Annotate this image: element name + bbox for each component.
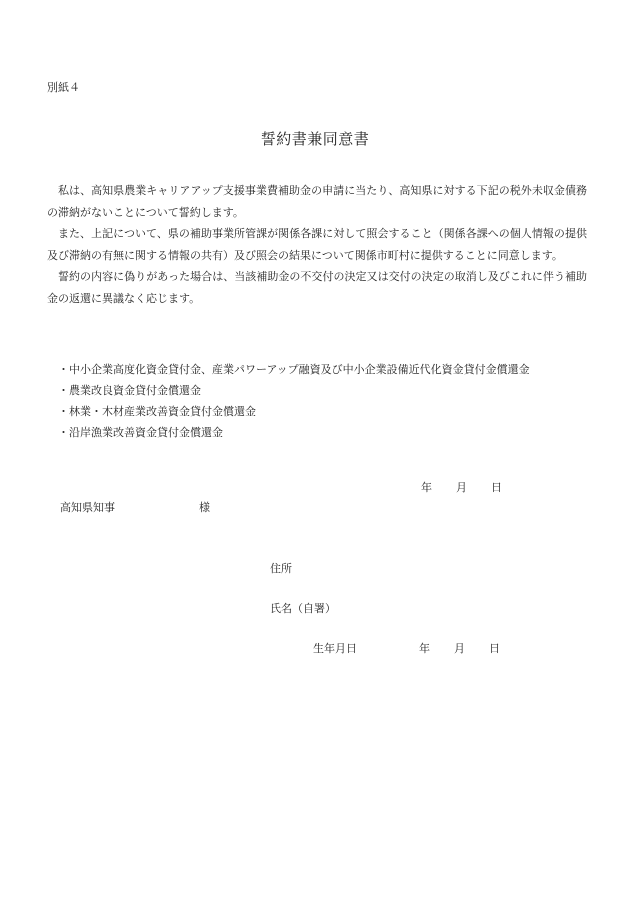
birth-month-unit: 月 — [454, 642, 465, 655]
birth-day-unit: 日 — [489, 642, 500, 655]
birth-year-unit: 年 — [419, 642, 430, 655]
debt-list — [58, 359, 530, 443]
pledge-body — [47, 180, 587, 309]
birthdate-label: 生年月日 — [313, 642, 357, 655]
debt-item: ・ 農業改良資金貸付金償還金 — [58, 380, 530, 401]
debt-item: ・ 沿岸漁業改善資金貸付金償還金 — [58, 422, 530, 443]
pledge-paragraph-2: また、上記について、県の補助事業所管課が関係各課に対して照会すること（関係各課への個人情報の提供及び滞納の有無に関する情報の共有）及び照会の結果について関係市町村に提供することに同意します。 — [47, 227, 587, 262]
addressee-honorific: 様 — [199, 501, 210, 514]
addressee — [60, 500, 210, 516]
address-label: 住所 — [270, 562, 292, 575]
debt-item: ・ 林業・木材産業改善資金貸付金償還金 — [58, 401, 530, 422]
addressee-name: 高知県知事 — [60, 501, 115, 514]
attachment-label: 別紙４ — [47, 81, 80, 94]
date-month-unit: 月 — [456, 481, 467, 494]
document-title: 誓約書兼同意書 — [260, 130, 370, 148]
debt-item: ・ 中小企業高度化資金貸付金、産業パワーアップ融資及び中小企業設備近代化資金貸付金償還金 — [58, 359, 530, 380]
name-signature-label: 氏名（自署） — [270, 602, 336, 615]
date-day-unit: 日 — [491, 481, 502, 494]
pledge-paragraph-3: 誓約の内容に偽りがあった場合は、当該補助金の不交付の決定又は交付の決定の取消し及びこれに伴う補助金の返還に異議なく応じます。 — [47, 270, 587, 305]
pledge-paragraph-1: 私は、高知県農業キャリアアップ支援事業費補助金の申請に当たり、高知県に対する下記の税外未収金債務の滞納がないことについて誓約します。 — [47, 184, 587, 219]
date-year-unit: 年 — [421, 481, 432, 494]
